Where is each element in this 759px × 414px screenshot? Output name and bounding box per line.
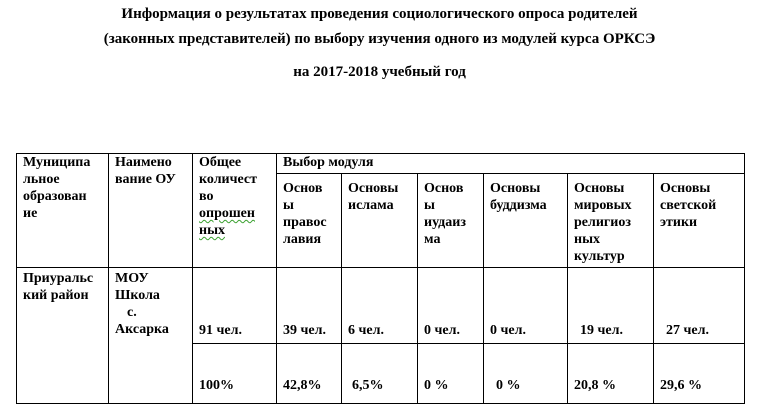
report-title-line1: Информация о результатах проведения социологического опроса родителей [121, 6, 638, 22]
cell-municipality: Приуральс кий район [17, 268, 109, 404]
cell-count-total: 91 чел. [193, 268, 277, 344]
cell-count-islam: 6 чел. [342, 268, 418, 344]
header-school-name: Наимено вание ОУ [109, 154, 193, 268]
cell-count-secular-ethics: 27 чел. [654, 268, 745, 344]
cell-count-judaism: 0 чел. [418, 268, 484, 344]
survey-results-table [16, 153, 745, 404]
cell-percent-buddhism: 0 % [484, 344, 568, 404]
cell-count-buddhism: 0 чел. [484, 268, 568, 344]
header-module-choice: Выбор модуля [277, 154, 745, 174]
header-total-surveyed: Общее количест во опрошен ных [193, 154, 277, 268]
header-module-orthodox: Основ ы правос лавия [277, 174, 342, 268]
cell-percent-secular-ethics: 29,6 % [654, 344, 745, 404]
report-title-line3: на 2017-2018 учебный год [293, 64, 466, 80]
header-module-islam: Основы ислама [342, 174, 418, 268]
cell-percent-islam: 6,5% [342, 344, 418, 404]
header-module-secular-ethics: Основы светской этики [654, 174, 745, 268]
header-municipality: Муниципа льное образован ие [17, 154, 109, 268]
header-module-buddhism: Основы буддизма [484, 174, 568, 268]
cell-percent-world-religions: 20,8 % [568, 344, 654, 404]
report-title-line2: (законных представителей) по выбору изучения одного из модулей курса ОРКСЭ [103, 31, 656, 47]
cell-count-world-religions: 19 чел. [568, 268, 654, 344]
cell-percent-orthodox: 42,8% [277, 344, 342, 404]
cell-count-orthodox: 39 чел. [277, 268, 342, 344]
table-row [17, 268, 745, 344]
header-module-world-religions: Основы мировых религиоз ных культур [568, 174, 654, 268]
cell-percent-judaism: 0 % [418, 344, 484, 404]
cell-percent-total: 100% [193, 344, 277, 404]
header-module-judaism: Основ ы иудаиз ма [418, 174, 484, 268]
cell-school: МОУ Школа с. Аксарка [109, 268, 193, 404]
